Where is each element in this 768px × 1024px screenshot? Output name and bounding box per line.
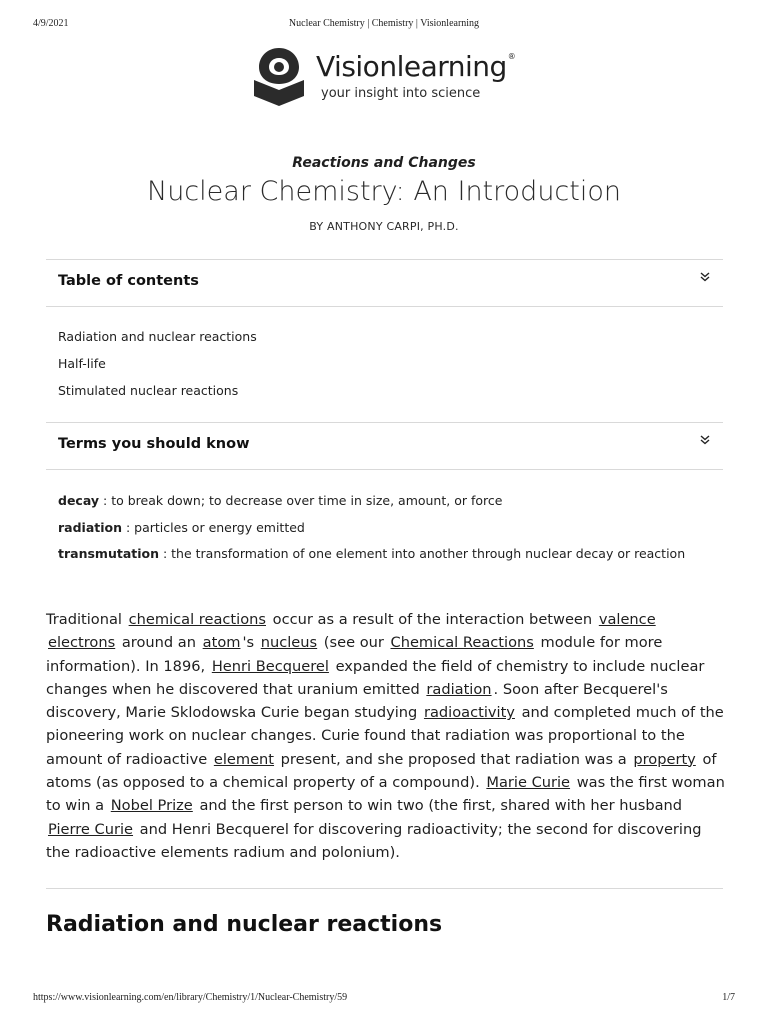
brand-tagline: your insight into science bbox=[321, 86, 481, 101]
toc-item-half-life[interactable]: Half-life bbox=[58, 356, 106, 371]
article-title: Nuclear Chemistry: An Introduction bbox=[147, 176, 621, 207]
body-text: . Soon after Becquerel's discovery, Marie Sklodowska Curie began studying bbox=[46, 680, 668, 722]
article-byline: BY ANTHONY CARPI, PH.D. bbox=[309, 220, 459, 233]
body-text: (see our bbox=[323, 634, 384, 652]
brand-name bbox=[316, 50, 515, 83]
print-header bbox=[0, 18, 768, 32]
double-chevron-down-icon[interactable] bbox=[699, 272, 711, 282]
article-kicker: Reactions and Changes bbox=[292, 155, 476, 171]
body-text: module for more information). In 1896, bbox=[46, 634, 663, 675]
link-radioactivity[interactable]: radioactivity bbox=[423, 704, 515, 722]
print-title: Nuclear Chemistry | Chemistry | Visionlearning bbox=[288, 18, 480, 29]
toc-label: Table of contents bbox=[58, 273, 199, 289]
section-divider bbox=[46, 888, 723, 889]
body-text: and completed much of the pioneering work on nuclear changes. Curie found that radiation was proportional to the amount of radioactive bbox=[46, 704, 724, 768]
body-text: 's bbox=[242, 634, 255, 652]
article-intro-paragraph bbox=[46, 608, 726, 864]
double-chevron-down-glyph bbox=[700, 435, 710, 445]
link-electrons[interactable]: electrons bbox=[48, 634, 116, 652]
section-heading: Radiation and nuclear reactions bbox=[46, 912, 443, 937]
double-chevron-down-glyph bbox=[700, 272, 710, 282]
body-text: Traditional bbox=[46, 611, 122, 628]
link-radiation[interactable]: radiation bbox=[426, 680, 492, 698]
print-footer bbox=[0, 992, 768, 1006]
print-page-number: 1/7 bbox=[722, 992, 735, 1003]
body-text: and the first person to win two (the first, shared with her husband bbox=[199, 797, 683, 815]
print-date: 4/9/2021 bbox=[33, 18, 69, 29]
visionlearning-logo-icon bbox=[252, 46, 306, 108]
link-pierre-curie[interactable]: Pierre Curie bbox=[48, 820, 134, 838]
body-text: around an bbox=[121, 634, 197, 652]
body-text: occur as a result of the interaction between bbox=[272, 611, 593, 628]
terms-list bbox=[58, 490, 718, 570]
body-text: present, and she proposed that radiation was a bbox=[280, 750, 627, 768]
term-row bbox=[58, 517, 718, 544]
link-nucleus[interactable]: nucleus bbox=[260, 634, 318, 652]
terms-header[interactable] bbox=[46, 422, 723, 470]
term-definition: : to break down; to decrease over time in size, amount, or force bbox=[99, 493, 503, 508]
double-chevron-down-icon[interactable] bbox=[699, 435, 711, 445]
link-nobel-prize[interactable]: Nobel Prize bbox=[110, 797, 193, 815]
link-valence[interactable]: valence bbox=[598, 611, 656, 628]
link-property[interactable]: property bbox=[633, 750, 696, 768]
brand-name-text: Visionlearning bbox=[316, 50, 507, 83]
term-definition: : particles or energy emitted bbox=[122, 519, 305, 535]
toc-header[interactable] bbox=[46, 259, 723, 307]
toc-item-radiation[interactable]: Radiation and nuclear reactions bbox=[58, 329, 257, 344]
toc-list bbox=[58, 326, 257, 407]
link-chemical-reactions[interactable]: chemical reactions bbox=[128, 611, 266, 628]
body-text: of atoms (as opposed to a chemical property of a compound). bbox=[46, 750, 717, 792]
link-atom[interactable]: atom bbox=[202, 634, 241, 652]
term-row bbox=[58, 490, 718, 517]
toc-item-stimulated[interactable]: Stimulated nuclear reactions bbox=[58, 383, 239, 398]
link-henri-becquerel[interactable]: Henri Becquerel bbox=[211, 657, 329, 675]
terms-label: Terms you should know bbox=[58, 436, 250, 452]
term-word: radiation bbox=[58, 519, 123, 535]
body-text: was the first woman to win a bbox=[46, 774, 725, 815]
body-text: expanded the field of chemistry to include nuclear changes when he discovered that uranium emitted bbox=[46, 657, 705, 698]
link-element[interactable]: element bbox=[213, 750, 275, 768]
registered-mark: ® bbox=[507, 52, 516, 61]
term-word: decay bbox=[58, 493, 100, 508]
term-word: transmutation bbox=[58, 546, 159, 561]
print-url: https://www.visionlearning.com/en/library/Chemistry/1/Nuclear-Chemistry/59 bbox=[33, 992, 348, 1003]
link-marie-curie[interactable]: Marie Curie bbox=[486, 774, 571, 792]
term-definition: : the transformation of one element into another through nuclear decay or reaction bbox=[159, 546, 686, 561]
body-text: and Henri Becquerel for discovering radioactivity; the second for discovering the radioactive elements radium and polonium). bbox=[46, 820, 702, 861]
link-chemical-reactions-module[interactable]: Chemical Reactions bbox=[390, 634, 534, 652]
site-logo[interactable] bbox=[252, 46, 522, 108]
term-row bbox=[58, 543, 718, 570]
